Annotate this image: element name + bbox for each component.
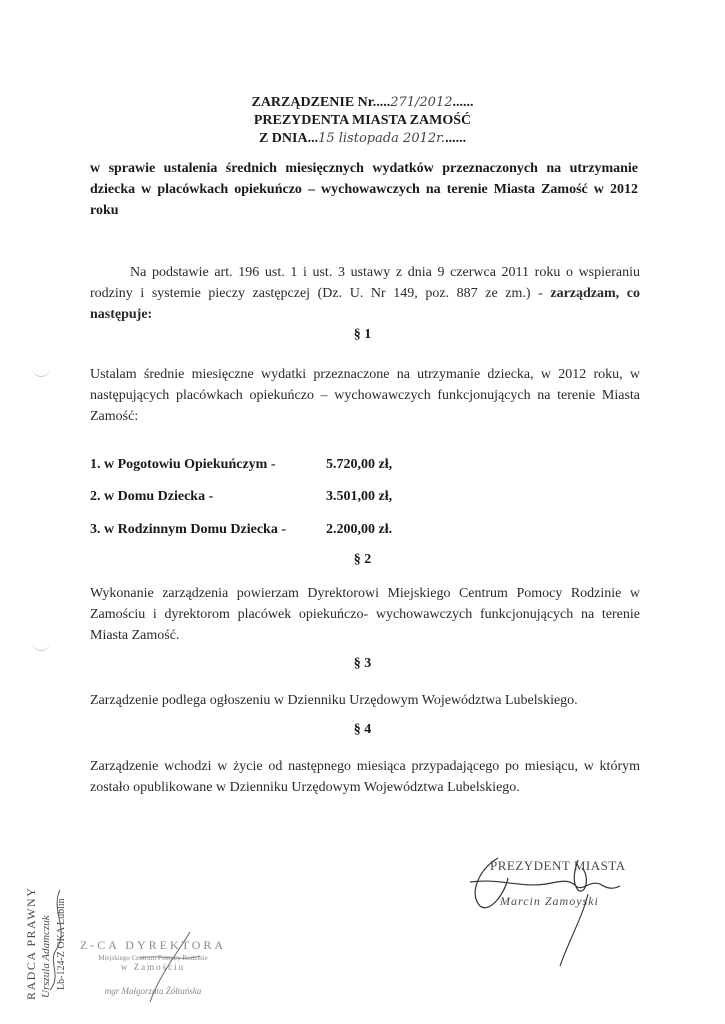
section-4-text: Zarządzenie wchodzi w życie od następnego miesiąca przypadającego po miesiącu, w którym zostało opublikowane w Dzienniku Urzędowym Województwa Lubelskiego. <box>90 759 640 795</box>
president-signature <box>450 838 630 968</box>
list-item-amount: 3.501,00 zł, <box>326 489 393 504</box>
section-1-title: § 1 <box>353 327 372 342</box>
president-stamp-title: PREZYDENT MIASTA <box>490 858 626 873</box>
director-stamp-name: mgr Małgorzata Żółtańska <box>104 986 202 996</box>
legal-basis-decree: zarządzam, co następuje: <box>90 286 640 322</box>
legal-counsel-title: RADCA PRAWNY <box>24 886 38 1000</box>
punch-mark <box>32 366 50 377</box>
ordinance-subject: w sprawie ustalenia średnich miesięcznych wydatków przeznaczonych na utrzymanie dziecka w placówkach opiekuńczo – wychowawczych na terenie Miasta Zamość w 2012 roku <box>90 161 638 218</box>
list-item-amount: 5.720,00 zł, <box>326 457 393 472</box>
director-stamp-city: w Zamościu <box>120 962 186 972</box>
list-item-label: 1. w Pogotowiu Opiekuńczym - <box>90 457 276 472</box>
list-item-amount: 2.200,00 zł. <box>326 522 393 537</box>
director-signature <box>130 928 220 1008</box>
section-1-text: Ustalam średnie miesięczne wydatki przeznaczone na utrzymanie dziecka, w 2012 roku, w następujących placówkach opiekuńczo – wychowawczych funkcjonujących na terenie Miasta Zamość: <box>90 367 640 424</box>
ordinance-date-label: Z DNIA <box>258 131 308 146</box>
ordinance-date: Z DNIA...15 listopada 2012r....... <box>258 131 467 146</box>
section-3-text: Zarządzenie podlega ogłoszeniu w Dzienniku Urzędowym Województwa Lubelskiego. <box>90 693 578 708</box>
punch-mark <box>32 640 50 651</box>
director-stamp-title: Z-CA DYREKTORA <box>79 938 227 952</box>
list-item-label: 2. w Domu Dziecka - <box>90 489 214 504</box>
legal-counsel-name: Urszula Adamczuk <box>40 915 52 998</box>
section-3-title: § 3 <box>353 656 372 671</box>
legal-counsel-id: Lb-124-Z OKA Lublin <box>56 898 67 990</box>
issuer-title: PREZYDENTA MIASTA ZAMOŚĆ <box>253 113 472 128</box>
legal-basis-paragraph <box>90 262 640 325</box>
legal-basis-text: Na podstawie art. 196 ust. 1 i ust. 3 ustawy z dnia 9 czerwca 2011 roku o wspieraniu rodziny i systemie pieczy zastępczej (Dz. U. Nr 149, poz. 887 ze zm.) - <box>90 265 640 301</box>
section-2-text: Wykonanie zarządzenia powierzam Dyrektorowi Miejskiego Centrum Pomocy Rodzinie w Zamościu i dyrektorom placówek opiekuńczo- wychowawczych funkcjonujących na terenie Miasta Zamość. <box>90 586 640 643</box>
ordinance-number-handwritten: 271/2012 <box>390 95 453 110</box>
section-4-title: § 4 <box>353 722 372 737</box>
ordinance-date-handwritten: 15 listopada 2012r. <box>318 131 446 146</box>
ordinance-number: ZARZĄDZENIE Nr.....271/2012...... <box>251 95 474 110</box>
section-2-title: § 2 <box>353 552 372 567</box>
ordinance-number-label: ZARZĄDZENIE Nr <box>251 95 373 110</box>
director-stamp-institution: Miejskiego Centrum Pomocy Rodzinie <box>98 954 208 962</box>
president-stamp-name: Marcin Zamoyski <box>500 894 599 908</box>
list-item-label: 3. w Rodzinnym Domu Dziecka - <box>90 522 286 537</box>
